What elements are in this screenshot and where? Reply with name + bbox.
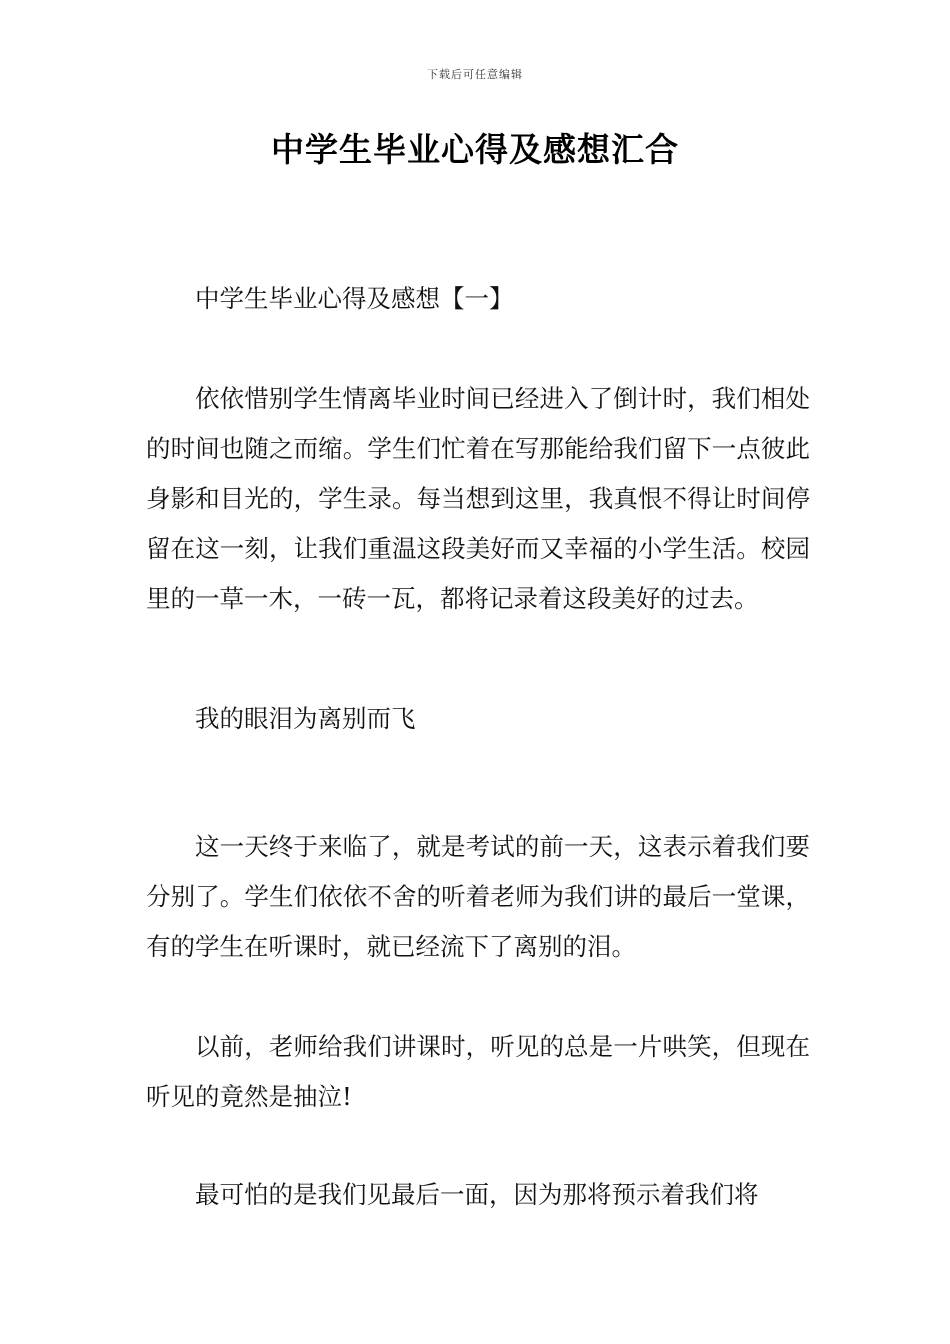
document-title: 中学生毕业心得及感想汇合	[271, 130, 679, 169]
section-heading-1: 中学生毕业心得及感想【一】	[195, 284, 514, 313]
paragraph-1: 依依惜别学生情离毕业时间已经进入了倒计时，我们相处的时间也随之而缩。学生们忙着在写那能给我们留下一点彼此身影和目光的，学生录。每当想到这里，我真恨不得让时间停留在这一刻，让我们重温这段美好而又幸福的小学生活。校园里的一草一木，一砖一瓦，都将记录着这段美好的过去。	[146, 384, 810, 613]
paragraph-2: 这一天终于来临了，就是考试的前一天，这表示着我们要分别了。学生们依依不舍的听着老师为我们讲的最后一堂课，有的学生在听课时，就已经流下了离别的泪。	[146, 832, 810, 961]
header-note: 下载后可任意编辑	[427, 68, 523, 81]
paragraph-4: 最可怕的是我们见最后一面，因为那将预示着我们将	[195, 1180, 759, 1209]
section-heading-2: 我的眼泪为离别而飞	[195, 704, 416, 733]
paragraph-3: 以前，老师给我们讲课时，听见的总是一片哄笑，但现在听见的竟然是抽泣!	[146, 1032, 810, 1111]
